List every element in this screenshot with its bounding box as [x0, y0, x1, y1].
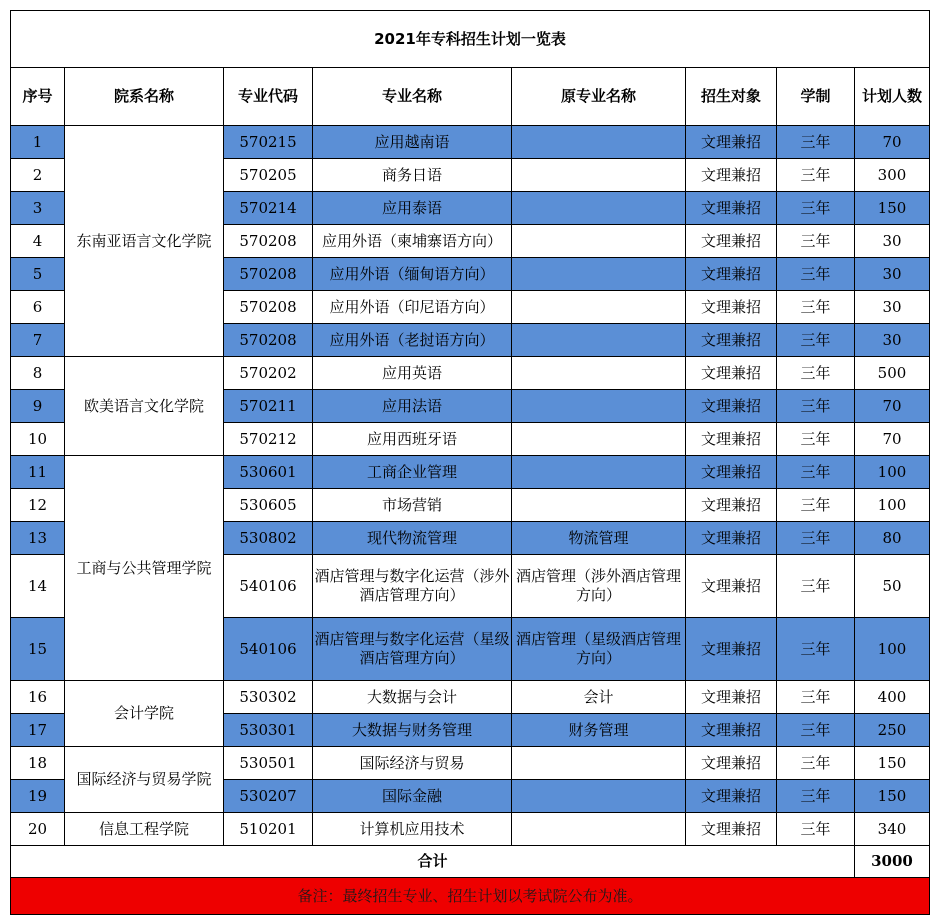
cell-major-name: 大数据与会计	[313, 681, 512, 714]
cell-target: 文理兼招	[686, 258, 777, 291]
cell-seq: 14	[11, 555, 65, 618]
cell-planned-count: 30	[855, 324, 930, 357]
cell-major-code: 530207	[224, 780, 313, 813]
cell-planned-count: 150	[855, 747, 930, 780]
cell-original-major	[512, 126, 686, 159]
cell-department: 工商与公共管理学院	[65, 456, 224, 681]
cell-original-major: 会计	[512, 681, 686, 714]
header-planned-count: 计划人数	[855, 68, 930, 126]
cell-major-name: 酒店管理与数字化运营（星级酒店管理方向）	[313, 618, 512, 681]
cell-duration: 三年	[777, 555, 855, 618]
cell-major-code: 570211	[224, 390, 313, 423]
cell-seq: 6	[11, 291, 65, 324]
cell-duration: 三年	[777, 747, 855, 780]
cell-major-code: 570208	[224, 324, 313, 357]
cell-target: 文理兼招	[686, 681, 777, 714]
cell-target: 文理兼招	[686, 555, 777, 618]
cell-seq: 1	[11, 126, 65, 159]
cell-major-name: 应用法语	[313, 390, 512, 423]
cell-target: 文理兼招	[686, 714, 777, 747]
cell-original-major	[512, 225, 686, 258]
cell-major-code: 530301	[224, 714, 313, 747]
cell-planned-count: 150	[855, 192, 930, 225]
cell-seq: 9	[11, 390, 65, 423]
cell-original-major	[512, 456, 686, 489]
cell-duration: 三年	[777, 324, 855, 357]
cell-major-code: 570214	[224, 192, 313, 225]
cell-seq: 8	[11, 357, 65, 390]
cell-major-name: 应用越南语	[313, 126, 512, 159]
cell-target: 文理兼招	[686, 456, 777, 489]
cell-original-major	[512, 291, 686, 324]
cell-target: 文理兼招	[686, 291, 777, 324]
cell-duration: 三年	[777, 126, 855, 159]
cell-duration: 三年	[777, 192, 855, 225]
cell-seq: 11	[11, 456, 65, 489]
cell-major-code: 570202	[224, 357, 313, 390]
cell-major-code: 510201	[224, 813, 313, 846]
header-duration: 学制	[777, 68, 855, 126]
cell-major-code: 540106	[224, 618, 313, 681]
cell-duration: 三年	[777, 489, 855, 522]
cell-duration: 三年	[777, 258, 855, 291]
cell-planned-count: 80	[855, 522, 930, 555]
cell-original-major: 物流管理	[512, 522, 686, 555]
cell-duration: 三年	[777, 159, 855, 192]
cell-planned-count: 400	[855, 681, 930, 714]
cell-original-major	[512, 357, 686, 390]
cell-original-major	[512, 780, 686, 813]
cell-target: 文理兼招	[686, 390, 777, 423]
cell-major-name: 工商企业管理	[313, 456, 512, 489]
cell-duration: 三年	[777, 291, 855, 324]
cell-duration: 三年	[777, 522, 855, 555]
cell-original-major	[512, 324, 686, 357]
cell-original-major: 酒店管理（星级酒店管理方向）	[512, 618, 686, 681]
cell-duration: 三年	[777, 618, 855, 681]
cell-planned-count: 340	[855, 813, 930, 846]
cell-target: 文理兼招	[686, 324, 777, 357]
cell-target: 文理兼招	[686, 357, 777, 390]
cell-target: 文理兼招	[686, 126, 777, 159]
total-label: 合计	[11, 846, 855, 878]
cell-duration: 三年	[777, 423, 855, 456]
cell-seq: 13	[11, 522, 65, 555]
cell-seq: 12	[11, 489, 65, 522]
cell-planned-count: 30	[855, 225, 930, 258]
cell-planned-count: 30	[855, 291, 930, 324]
cell-original-major	[512, 258, 686, 291]
cell-duration: 三年	[777, 780, 855, 813]
table-row	[11, 357, 930, 390]
cell-seq: 19	[11, 780, 65, 813]
cell-seq: 4	[11, 225, 65, 258]
cell-planned-count: 100	[855, 456, 930, 489]
cell-major-name: 应用泰语	[313, 192, 512, 225]
cell-duration: 三年	[777, 714, 855, 747]
cell-planned-count: 300	[855, 159, 930, 192]
cell-major-code: 530501	[224, 747, 313, 780]
header-target: 招生对象	[686, 68, 777, 126]
cell-major-name: 市场营销	[313, 489, 512, 522]
cell-major-name: 应用外语（柬埔寨语方向）	[313, 225, 512, 258]
table-row	[11, 681, 930, 714]
cell-original-major	[512, 813, 686, 846]
cell-planned-count: 150	[855, 780, 930, 813]
cell-major-name: 大数据与财务管理	[313, 714, 512, 747]
cell-major-code: 570208	[224, 258, 313, 291]
cell-target: 文理兼招	[686, 522, 777, 555]
cell-target: 文理兼招	[686, 192, 777, 225]
cell-planned-count: 100	[855, 489, 930, 522]
header-seq: 序号	[11, 68, 65, 126]
header-original-major: 原专业名称	[512, 68, 686, 126]
cell-department: 欧美语言文化学院	[65, 357, 224, 456]
cell-target: 文理兼招	[686, 423, 777, 456]
cell-duration: 三年	[777, 357, 855, 390]
cell-major-code: 530605	[224, 489, 313, 522]
cell-seq: 3	[11, 192, 65, 225]
cell-major-code: 530302	[224, 681, 313, 714]
cell-planned-count: 50	[855, 555, 930, 618]
total-value: 3000	[855, 846, 930, 878]
cell-planned-count: 250	[855, 714, 930, 747]
cell-duration: 三年	[777, 681, 855, 714]
cell-major-name: 计算机应用技术	[313, 813, 512, 846]
table-row	[11, 813, 930, 846]
table-row	[11, 747, 930, 780]
cell-target: 文理兼招	[686, 780, 777, 813]
cell-major-name: 国际金融	[313, 780, 512, 813]
cell-major-code: 530802	[224, 522, 313, 555]
cell-original-major	[512, 423, 686, 456]
header-department: 院系名称	[65, 68, 224, 126]
cell-target: 文理兼招	[686, 489, 777, 522]
cell-major-code: 570215	[224, 126, 313, 159]
table-title: 2021年专科招生计划一览表	[11, 11, 930, 68]
cell-major-name: 应用外语（缅甸语方向）	[313, 258, 512, 291]
note-text: 备注：最终招生专业、招生计划以考试院公布为准。	[11, 878, 930, 915]
cell-seq: 16	[11, 681, 65, 714]
cell-major-name: 应用外语（老挝语方向）	[313, 324, 512, 357]
enrollment-plan-sheet	[10, 10, 929, 912]
cell-planned-count: 500	[855, 357, 930, 390]
cell-department: 会计学院	[65, 681, 224, 747]
header-row	[11, 68, 930, 126]
cell-original-major: 财务管理	[512, 714, 686, 747]
cell-major-name: 国际经济与贸易	[313, 747, 512, 780]
cell-department: 信息工程学院	[65, 813, 224, 846]
cell-seq: 15	[11, 618, 65, 681]
cell-planned-count: 70	[855, 390, 930, 423]
enrollment-plan-table	[10, 10, 930, 915]
header-major-name: 专业名称	[313, 68, 512, 126]
cell-major-code: 570205	[224, 159, 313, 192]
cell-planned-count: 70	[855, 126, 930, 159]
cell-department: 东南亚语言文化学院	[65, 126, 224, 357]
cell-target: 文理兼招	[686, 159, 777, 192]
header-major-code: 专业代码	[224, 68, 313, 126]
table-row	[11, 456, 930, 489]
cell-original-major	[512, 159, 686, 192]
cell-original-major	[512, 390, 686, 423]
cell-major-code: 570212	[224, 423, 313, 456]
cell-planned-count: 100	[855, 618, 930, 681]
cell-duration: 三年	[777, 225, 855, 258]
total-row	[11, 846, 930, 878]
cell-department: 国际经济与贸易学院	[65, 747, 224, 813]
cell-planned-count: 30	[855, 258, 930, 291]
cell-major-name: 现代物流管理	[313, 522, 512, 555]
cell-original-major	[512, 747, 686, 780]
cell-target: 文理兼招	[686, 225, 777, 258]
cell-seq: 7	[11, 324, 65, 357]
cell-major-code: 530601	[224, 456, 313, 489]
cell-seq: 10	[11, 423, 65, 456]
cell-major-name: 应用西班牙语	[313, 423, 512, 456]
cell-duration: 三年	[777, 813, 855, 846]
cell-planned-count: 70	[855, 423, 930, 456]
cell-target: 文理兼招	[686, 747, 777, 780]
cell-original-major	[512, 192, 686, 225]
cell-major-name: 应用外语（印尼语方向）	[313, 291, 512, 324]
cell-seq: 5	[11, 258, 65, 291]
cell-seq: 20	[11, 813, 65, 846]
cell-major-name: 酒店管理与数字化运营（涉外酒店管理方向）	[313, 555, 512, 618]
cell-original-major	[512, 489, 686, 522]
cell-major-code: 540106	[224, 555, 313, 618]
cell-major-code: 570208	[224, 291, 313, 324]
cell-major-code: 570208	[224, 225, 313, 258]
cell-duration: 三年	[777, 390, 855, 423]
cell-seq: 18	[11, 747, 65, 780]
cell-target: 文理兼招	[686, 813, 777, 846]
cell-major-name: 应用英语	[313, 357, 512, 390]
cell-duration: 三年	[777, 456, 855, 489]
note-row	[11, 878, 930, 915]
cell-seq: 17	[11, 714, 65, 747]
cell-major-name: 商务日语	[313, 159, 512, 192]
cell-seq: 2	[11, 159, 65, 192]
cell-original-major: 酒店管理（涉外酒店管理方向）	[512, 555, 686, 618]
cell-target: 文理兼招	[686, 618, 777, 681]
table-row	[11, 126, 930, 159]
